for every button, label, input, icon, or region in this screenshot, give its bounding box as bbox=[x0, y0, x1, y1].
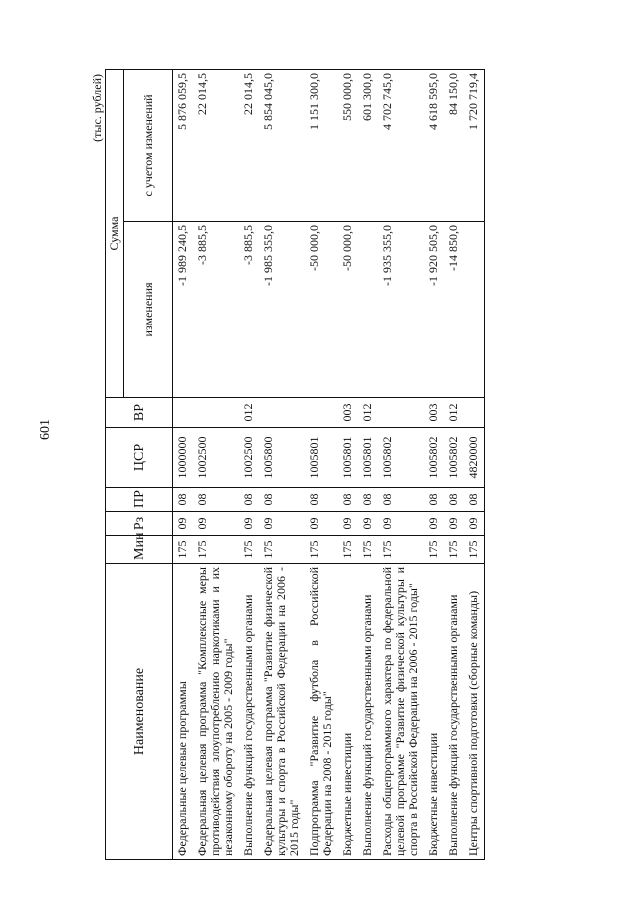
row-change: -3 885,5 bbox=[193, 222, 239, 398]
row-csr: 1005801 bbox=[338, 428, 358, 488]
row-rz: 09 bbox=[424, 512, 444, 536]
row-min: 175 bbox=[259, 536, 305, 564]
row-total: 5 854 045,0 bbox=[259, 69, 305, 221]
row-min: 175 bbox=[305, 536, 338, 564]
header-pr: ПР bbox=[106, 488, 173, 512]
row-csr: 1002500 bbox=[239, 428, 259, 488]
table-header bbox=[106, 69, 173, 859]
row-total: 5 876 059,5 bbox=[173, 69, 194, 221]
row-csr: 1005802 bbox=[378, 428, 424, 488]
row-pr: 08 bbox=[444, 488, 464, 512]
row-vr: 003 bbox=[424, 398, 444, 428]
row-change bbox=[358, 222, 378, 398]
row-change: -14 850,0 bbox=[444, 222, 464, 398]
row-change: -1 985 355,0 bbox=[259, 222, 305, 398]
row-rz: 09 bbox=[378, 512, 424, 536]
header-with-change: с учетом изменений bbox=[124, 69, 173, 221]
row-csr: 1005802 bbox=[444, 428, 464, 488]
row-rz: 09 bbox=[193, 512, 239, 536]
row-total: 22 014,5 bbox=[193, 69, 239, 221]
table-row bbox=[444, 69, 464, 859]
row-vr: 003 bbox=[338, 398, 358, 428]
header-sum: Сумма bbox=[106, 69, 124, 397]
row-min: 175 bbox=[444, 536, 464, 564]
row-rz: 09 bbox=[358, 512, 378, 536]
header-vr: ВР bbox=[106, 398, 173, 428]
row-csr: 1005801 bbox=[358, 428, 378, 488]
units-label: (тыс. рублей) bbox=[90, 74, 104, 142]
row-vr bbox=[259, 398, 305, 428]
row-csr: 1002500 bbox=[193, 428, 239, 488]
budget-table bbox=[105, 69, 485, 860]
row-rz: 09 bbox=[259, 512, 305, 536]
header-min: Мин bbox=[106, 536, 173, 564]
row-pr: 08 bbox=[239, 488, 259, 512]
row-change bbox=[464, 222, 485, 398]
row-name: Расходы общепрограммного характера по федеральной целевой программе "Развитие физической культуры и спорта в Российской Федерации на 2006 - 2015 годы" bbox=[378, 564, 424, 860]
table-row bbox=[378, 69, 424, 859]
table-row bbox=[358, 69, 378, 859]
row-pr: 08 bbox=[358, 488, 378, 512]
row-min: 175 bbox=[338, 536, 358, 564]
row-change: -1 920 505,0 bbox=[424, 222, 444, 398]
row-total: 22 014,5 bbox=[239, 69, 259, 221]
row-pr: 08 bbox=[173, 488, 194, 512]
row-csr: 1005801 bbox=[305, 428, 338, 488]
row-pr: 08 bbox=[259, 488, 305, 512]
row-total: 1 151 300,0 bbox=[305, 69, 338, 221]
row-csr: 1005802 bbox=[424, 428, 444, 488]
row-min: 175 bbox=[378, 536, 424, 564]
row-vr bbox=[305, 398, 338, 428]
row-vr: 012 bbox=[444, 398, 464, 428]
header-rz: Рз bbox=[106, 512, 173, 536]
row-name: Бюджетные инвестиции bbox=[424, 564, 444, 860]
row-vr: 012 bbox=[358, 398, 378, 428]
table-row bbox=[464, 69, 485, 859]
table-row bbox=[424, 69, 444, 859]
page-number: 601 bbox=[38, 419, 53, 440]
header-csr: ЦСР bbox=[106, 428, 173, 488]
row-name: Выполнение функций государственными органами bbox=[444, 564, 464, 860]
table-row bbox=[239, 69, 259, 859]
header-name: Наименование bbox=[106, 564, 173, 860]
row-name: Выполнение функций государственными органами bbox=[239, 564, 259, 860]
row-min: 175 bbox=[173, 536, 194, 564]
row-rz: 09 bbox=[464, 512, 485, 536]
row-min: 175 bbox=[358, 536, 378, 564]
row-min: 175 bbox=[239, 536, 259, 564]
row-pr: 08 bbox=[464, 488, 485, 512]
row-vr: 012 bbox=[239, 398, 259, 428]
row-pr: 08 bbox=[424, 488, 444, 512]
rotated-page-content bbox=[90, 70, 605, 860]
row-total: 4 618 595,0 bbox=[424, 69, 444, 221]
row-name: Подпрограмма "Развитие футбола в Российской Федерации на 2008 - 2015 годы" bbox=[305, 564, 338, 860]
row-rz: 09 bbox=[305, 512, 338, 536]
table-row bbox=[193, 69, 239, 859]
row-total: 550 000,0 bbox=[338, 69, 358, 221]
row-csr: 1005800 bbox=[259, 428, 305, 488]
row-rz: 09 bbox=[444, 512, 464, 536]
row-vr bbox=[378, 398, 424, 428]
row-pr: 08 bbox=[193, 488, 239, 512]
row-rz: 09 bbox=[173, 512, 194, 536]
row-total: 601 300,0 bbox=[358, 69, 378, 221]
table-row bbox=[173, 69, 194, 859]
row-name: Федеральные целевые программы bbox=[173, 564, 194, 860]
row-change: -1 989 240,5 bbox=[173, 222, 194, 398]
row-name: Центры спортивной подготовки (сборные команды) bbox=[464, 564, 485, 860]
row-vr bbox=[193, 398, 239, 428]
row-total: 4 702 745,0 bbox=[378, 69, 424, 221]
table-row bbox=[259, 69, 305, 859]
row-rz: 09 bbox=[239, 512, 259, 536]
row-name: Федеральная целевая программа "Развитие физической культуры и спорта в Российской Федерации на 2006 - 2015 годы" bbox=[259, 564, 305, 860]
row-min: 175 bbox=[193, 536, 239, 564]
row-change: -1 935 355,0 bbox=[378, 222, 424, 398]
header-change: изменения bbox=[124, 222, 173, 398]
row-name: Выполнение функций государственными органами bbox=[358, 564, 378, 860]
table-row bbox=[338, 69, 358, 859]
row-min: 175 bbox=[424, 536, 444, 564]
table-body bbox=[173, 69, 485, 859]
row-pr: 08 bbox=[338, 488, 358, 512]
row-total: 84 150,0 bbox=[444, 69, 464, 221]
row-vr bbox=[464, 398, 485, 428]
table-row bbox=[305, 69, 338, 859]
row-csr: 4820000 bbox=[464, 428, 485, 488]
row-min: 175 bbox=[464, 536, 485, 564]
row-change: -50 000,0 bbox=[338, 222, 358, 398]
row-vr bbox=[173, 398, 194, 428]
row-name: Федеральная целевая программа "Комплексные меры противодействия злоупотреблению наркотиками и их незаконному обороту на 2005 - 2009 годы" bbox=[193, 564, 239, 860]
row-change: -3 885,5 bbox=[239, 222, 259, 398]
row-csr: 1000000 bbox=[173, 428, 194, 488]
row-pr: 08 bbox=[305, 488, 338, 512]
row-total: 1 720 719,4 bbox=[464, 69, 485, 221]
row-pr: 08 bbox=[378, 488, 424, 512]
row-rz: 09 bbox=[338, 512, 358, 536]
row-change: -50 000,0 bbox=[305, 222, 338, 398]
row-name: Бюджетные инвестиции bbox=[338, 564, 358, 860]
